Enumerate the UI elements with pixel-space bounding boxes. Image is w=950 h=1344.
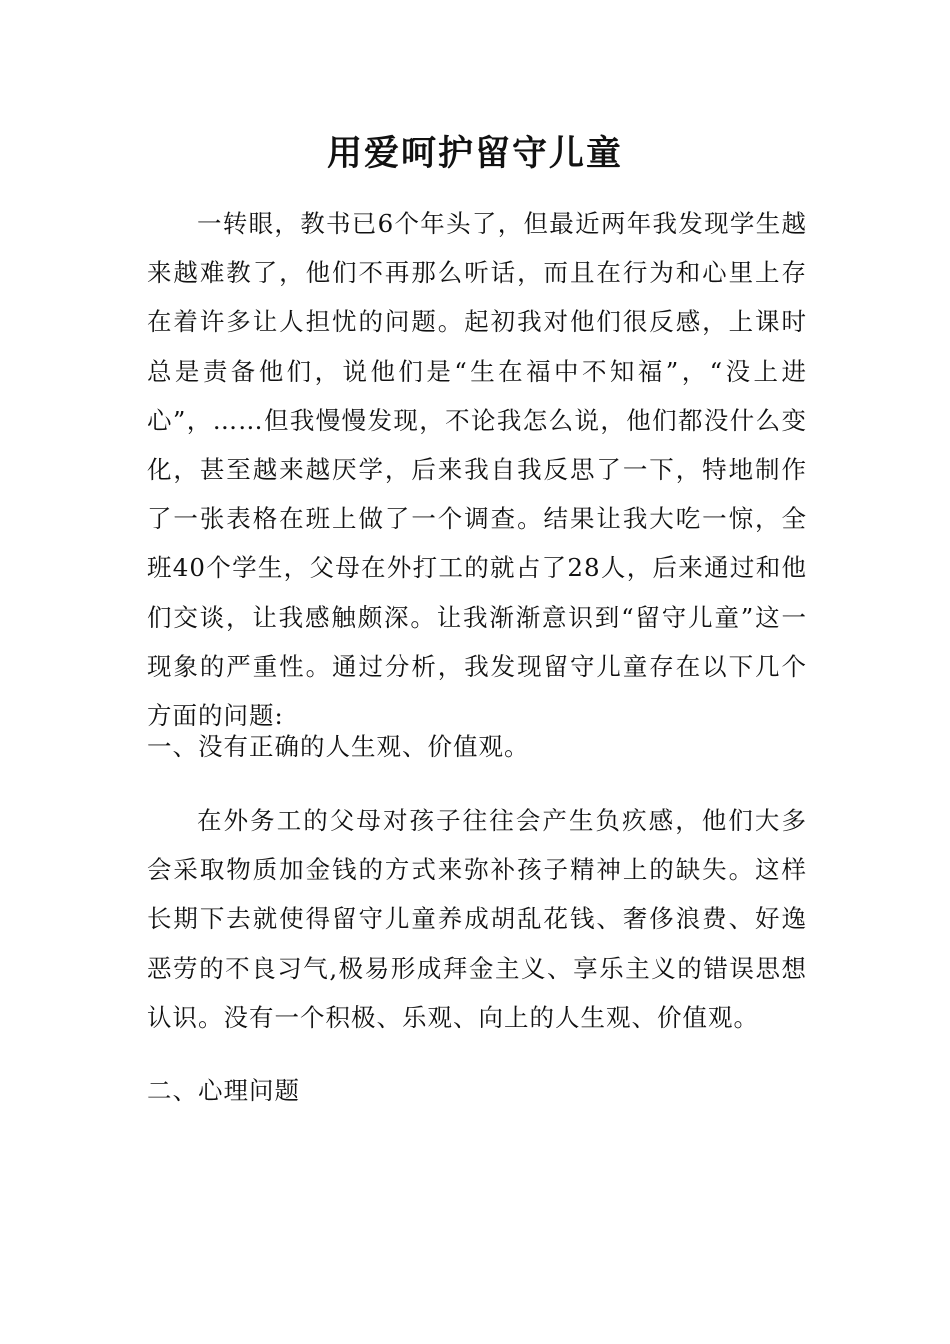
document-title: 用爱呵护留守儿童 [326,134,623,174]
intro-paragraph: 一转眼，教书已6个年头了，但最近两年我发现学生越来越难教了，他们不再那么听话，而且在行为和心里上存在着许多让人担忧的问题。起初我对他们很反感，上课时总是责备他们，说他们是“生在福中不知福”，“没上进心”，……但我慢慢发现，不论我怎么说，他们都没什么变化，甚至越来越厌学，后来我自我反思了一下，特地制作了一张表格在班上做了一个调查。结果让我大吃一惊，全班40个学生，父母在外打工的就占了28人，后来通过和他们交谈，让我感触颇深。让我渐渐意识到“留守儿童”这一现象的严重性。通过分析，我发现留守儿童存在以下几个方面的问题: [147,209,807,731]
section-1-paragraph: 在外务工的父母对孩子往往会产生负疚感，他们大多会采取物质加金钱的方式来弥补孩子精神上的缺失。这样长期下去就使得留守儿童养成胡乱花钱、奢侈浪费、好逸恶劳的不良习气,极易形成拜金主义、享乐主义的错误思想认识。没有一个积极、乐观、向上的人生观、价值观。 [147,806,807,1032]
section-1-heading: 一、没有正确的人生观、价值观。 [147,732,530,761]
section-2-heading: 二、心理问题 [147,1076,300,1105]
